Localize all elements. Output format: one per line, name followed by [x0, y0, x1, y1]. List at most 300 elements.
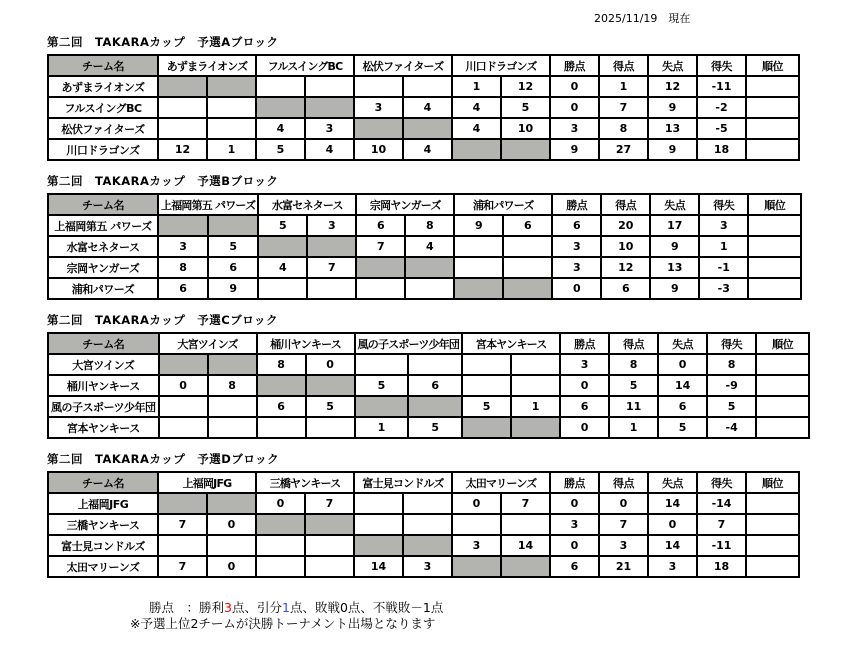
block-2: [47, 173, 810, 300]
score-for-cell: [256, 535, 305, 556]
goals-for-cell: 6: [601, 278, 650, 299]
score-against-cell: [403, 514, 452, 535]
team-name-cell: 太田マリーンズ: [48, 556, 158, 577]
score-for-cell: 3: [158, 236, 208, 257]
rank-cell: [756, 354, 809, 375]
rank-cell: [748, 215, 801, 236]
score-for-cell: 5: [462, 396, 511, 417]
score-for-cell: [462, 375, 511, 396]
goal-diff-cell: -2: [697, 97, 746, 118]
team-name-cell: 桶川ヤンキース: [48, 375, 159, 396]
score-against-cell: 8: [208, 375, 257, 396]
goals-for-cell: 7: [599, 514, 648, 535]
score-against-cell: [207, 535, 256, 556]
goals-for-cell: 12: [601, 257, 650, 278]
points-cell: 3: [560, 354, 609, 375]
score-for-cell: [452, 514, 501, 535]
points-cell: 0: [550, 493, 599, 514]
score-against-cell: 6: [408, 375, 462, 396]
goal-diff-cell: 1: [699, 236, 748, 257]
score-for-cell: [356, 278, 405, 299]
score-against-cell: 0: [306, 354, 355, 375]
score-against-cell: 4: [403, 139, 452, 160]
points-cell: 0: [550, 97, 599, 118]
score-for-cell: [159, 354, 208, 375]
column-header-goal-diff: 得失: [697, 55, 746, 76]
goal-diff-cell: 18: [697, 556, 746, 577]
score-for-cell: [452, 556, 501, 577]
goal-diff-cell: -5: [697, 118, 746, 139]
score-for-cell: [158, 493, 207, 514]
score-against-cell: 7: [305, 493, 354, 514]
column-header-opponent: 桶川ヤンキース: [257, 333, 355, 354]
score-against-cell: 8: [405, 215, 454, 236]
points-cell: 3: [550, 514, 599, 535]
score-against-cell: 6: [503, 215, 552, 236]
goals-for-cell: 0: [599, 493, 648, 514]
points-cell: 6: [552, 215, 601, 236]
goals-against-cell: 17: [650, 215, 699, 236]
team-name-cell: 水富セネタース: [48, 236, 158, 257]
score-for-cell: [159, 417, 208, 438]
team-name-cell: 浦和パワーズ: [48, 278, 158, 299]
team-row: [48, 278, 801, 299]
team-name-cell: 上福岡JFG: [48, 493, 158, 514]
qualification-note: ※予選上位2チームが決勝トーナメント出場となります: [130, 616, 436, 631]
column-header-team: チーム名: [48, 55, 158, 76]
goals-for-cell: 21: [599, 556, 648, 577]
team-name-cell: 宮本ヤンキース: [48, 417, 159, 438]
score-for-cell: 8: [158, 257, 208, 278]
team-row: [48, 139, 799, 160]
goals-against-cell: 9: [650, 236, 699, 257]
score-for-cell: [354, 76, 403, 97]
team-row: [48, 375, 809, 396]
score-for-cell: [158, 97, 207, 118]
score-against-cell: [208, 396, 257, 417]
score-against-cell: [207, 493, 256, 514]
team-row: [48, 97, 799, 118]
score-against-cell: 5: [501, 97, 550, 118]
score-against-cell: [501, 514, 550, 535]
team-row: [48, 396, 809, 417]
goal-diff-cell: 7: [697, 514, 746, 535]
score-against-cell: [405, 278, 454, 299]
column-header-opponent: 上福岡第五 パワーズ: [158, 194, 258, 215]
score-for-cell: [257, 375, 306, 396]
column-header-rank: 順位: [746, 472, 799, 493]
column-header-points: 勝点: [552, 194, 601, 215]
goals-against-cell: 13: [648, 118, 697, 139]
score-for-cell: 7: [158, 514, 207, 535]
score-against-cell: [403, 118, 452, 139]
team-name-cell: 川口ドラゴンズ: [48, 139, 158, 160]
score-for-cell: 1: [452, 76, 501, 97]
points-cell: 3: [552, 236, 601, 257]
score-against-cell: [207, 118, 256, 139]
legend: [130, 600, 810, 632]
team-row: [48, 417, 809, 438]
score-against-cell: 4: [305, 139, 354, 160]
score-against-cell: 9: [208, 278, 258, 299]
column-header-goals-for: 得点: [601, 194, 650, 215]
score-against-cell: [403, 493, 452, 514]
score-for-cell: [354, 493, 403, 514]
team-row: [48, 556, 799, 577]
goals-against-cell: 14: [648, 535, 697, 556]
team-row: [48, 118, 799, 139]
score-against-cell: 5: [306, 396, 355, 417]
score-for-cell: [354, 535, 403, 556]
column-header-team: チーム名: [48, 472, 158, 493]
goals-for-cell: 3: [599, 535, 648, 556]
score-against-cell: [408, 396, 462, 417]
score-against-cell: [408, 354, 462, 375]
block-title: 第二回 TAKARAカップ 予選Dブロック: [47, 452, 280, 466]
goals-against-cell: 0: [648, 514, 697, 535]
goals-for-cell: 8: [609, 354, 658, 375]
score-against-cell: [305, 556, 354, 577]
header-row: [48, 472, 799, 493]
score-against-cell: 12: [501, 76, 550, 97]
score-against-cell: 4: [403, 97, 452, 118]
team-row: [48, 493, 799, 514]
team-row: [48, 257, 801, 278]
score-for-cell: [256, 76, 305, 97]
column-header-opponent: 三橋ヤンキース: [256, 472, 354, 493]
score-against-cell: [503, 257, 552, 278]
team-row: [48, 354, 809, 375]
goal-diff-cell: 3: [699, 215, 748, 236]
score-for-cell: [454, 257, 503, 278]
goal-diff-cell: -11: [697, 535, 746, 556]
score-against-cell: [501, 139, 550, 160]
team-name-cell: フルスイングBC: [48, 97, 158, 118]
column-header-goals-against: 失点: [648, 55, 697, 76]
goals-against-cell: 6: [658, 396, 707, 417]
score-for-cell: 12: [158, 139, 207, 160]
team-name-cell: 上福岡第五 パワーズ: [48, 215, 158, 236]
rank-cell: [746, 535, 799, 556]
blocks-container: [47, 34, 810, 632]
goals-against-cell: 0: [658, 354, 707, 375]
score-against-cell: 7: [307, 257, 356, 278]
score-against-cell: 5: [208, 236, 258, 257]
column-header-points: 勝点: [550, 472, 599, 493]
score-against-cell: [307, 236, 356, 257]
goals-against-cell: 5: [658, 417, 707, 438]
rank-cell: [746, 556, 799, 577]
team-name-cell: 大宮ツインズ: [48, 354, 159, 375]
column-header-goal-diff: 得失: [707, 333, 756, 354]
goals-for-cell: 20: [601, 215, 650, 236]
standings-table: [47, 332, 810, 439]
column-header-rank: 順位: [746, 55, 799, 76]
goal-diff-cell: -1: [699, 257, 748, 278]
rank-cell: [756, 375, 809, 396]
score-for-cell: [256, 514, 305, 535]
points-cell: 0: [550, 535, 599, 556]
column-header-points: 勝点: [560, 333, 609, 354]
points-cell: 0: [560, 375, 609, 396]
score-against-cell: [306, 375, 355, 396]
goal-diff-cell: -11: [697, 76, 746, 97]
score-for-cell: 9: [454, 215, 503, 236]
goals-for-cell: 7: [599, 97, 648, 118]
score-against-cell: 1: [511, 396, 560, 417]
score-against-cell: [403, 76, 452, 97]
goal-diff-cell: -9: [707, 375, 756, 396]
rank-cell: [756, 417, 809, 438]
score-against-cell: [305, 97, 354, 118]
rank-cell: [746, 97, 799, 118]
score-against-cell: 3: [305, 118, 354, 139]
score-for-cell: 7: [158, 556, 207, 577]
standings-table: [47, 471, 800, 578]
points-cell: 3: [550, 118, 599, 139]
column-header-goals-against: 失点: [658, 333, 707, 354]
score-against-cell: [511, 417, 560, 438]
score-against-cell: [208, 417, 257, 438]
block-title: 第二回 TAKARAカップ 予選Aブロック: [47, 35, 279, 49]
score-against-cell: 7: [501, 493, 550, 514]
column-header-rank: 順位: [748, 194, 801, 215]
score-for-cell: 5: [355, 375, 409, 396]
block-title: 第二回 TAKARAカップ 予選Cブロック: [47, 313, 279, 327]
legend-text-part: 3: [224, 600, 232, 615]
score-against-cell: [306, 417, 355, 438]
standings-table: [47, 193, 802, 300]
score-against-cell: 3: [307, 215, 356, 236]
goals-against-cell: 3: [648, 556, 697, 577]
score-for-cell: [257, 417, 306, 438]
column-header-opponent: 風の子スポーツ少年団: [355, 333, 463, 354]
goals-against-cell: 14: [658, 375, 707, 396]
score-for-cell: [158, 118, 207, 139]
rank-cell: [756, 396, 809, 417]
score-for-cell: [355, 354, 409, 375]
goal-diff-cell: -3: [699, 278, 748, 299]
column-header-opponent: 浦和パワーズ: [454, 194, 552, 215]
header-row: [48, 333, 809, 354]
rank-cell: [746, 139, 799, 160]
score-for-cell: [159, 396, 208, 417]
score-for-cell: 14: [354, 556, 403, 577]
column-header-opponent: 川口ドラゴンズ: [452, 55, 550, 76]
legend-text-part: 1: [281, 600, 290, 615]
legend-text-part: 点、引分: [231, 600, 282, 615]
score-against-cell: [403, 535, 452, 556]
goals-against-cell: 9: [650, 278, 699, 299]
team-row: [48, 236, 801, 257]
column-header-team: チーム名: [48, 194, 158, 215]
team-name-cell: 富士見コンドルズ: [48, 535, 158, 556]
column-header-goals-against: 失点: [650, 194, 699, 215]
goals-for-cell: 5: [609, 375, 658, 396]
score-for-cell: 0: [452, 493, 501, 514]
team-name-cell: 三橋ヤンキース: [48, 514, 158, 535]
column-header-rank: 順位: [756, 333, 809, 354]
column-header-opponent: 太田マリーンズ: [452, 472, 550, 493]
header-row: [48, 194, 801, 215]
score-against-cell: [305, 76, 354, 97]
goals-for-cell: 1: [609, 417, 658, 438]
score-against-cell: [501, 556, 550, 577]
score-against-cell: [305, 535, 354, 556]
score-for-cell: 6: [257, 396, 306, 417]
score-for-cell: [356, 257, 405, 278]
score-for-cell: 0: [159, 375, 208, 396]
score-against-cell: [208, 215, 258, 236]
score-against-cell: 0: [207, 556, 256, 577]
score-against-cell: [405, 257, 454, 278]
score-against-cell: [307, 278, 356, 299]
score-for-cell: 6: [158, 278, 208, 299]
score-for-cell: [452, 139, 501, 160]
legend-text-part: 点、敗戦0点、不戦敗－1点: [289, 600, 444, 615]
score-for-cell: 5: [256, 139, 305, 160]
team-row: [48, 215, 801, 236]
score-for-cell: 4: [452, 118, 501, 139]
score-for-cell: 3: [452, 535, 501, 556]
block-title: 第二回 TAKARAカップ 予選Bブロック: [47, 174, 279, 188]
points-cell: 0: [560, 417, 609, 438]
points-cell: 9: [550, 139, 599, 160]
score-against-cell: [511, 354, 560, 375]
score-for-cell: 10: [354, 139, 403, 160]
rank-cell: [746, 76, 799, 97]
score-against-cell: 0: [207, 514, 256, 535]
score-for-cell: [354, 118, 403, 139]
goals-for-cell: 11: [609, 396, 658, 417]
score-against-cell: [208, 354, 257, 375]
score-for-cell: 0: [256, 493, 305, 514]
points-cell: 3: [552, 257, 601, 278]
team-name-cell: 風の子スポーツ少年団: [48, 396, 159, 417]
goals-against-cell: 9: [648, 139, 697, 160]
team-row: [48, 514, 799, 535]
goal-diff-cell: -14: [697, 493, 746, 514]
column-header-goals-against: 失点: [648, 472, 697, 493]
score-for-cell: [258, 278, 307, 299]
goals-for-cell: 1: [599, 76, 648, 97]
column-header-goal-diff: 得失: [699, 194, 748, 215]
score-against-cell: [503, 236, 552, 257]
score-for-cell: 1: [355, 417, 409, 438]
score-for-cell: 7: [356, 236, 405, 257]
goals-for-cell: 27: [599, 139, 648, 160]
goals-against-cell: 14: [648, 493, 697, 514]
score-against-cell: [207, 97, 256, 118]
score-against-cell: 6: [208, 257, 258, 278]
points-rule-legend: [130, 600, 810, 616]
as-of-date-label: 2025/11/19 現在: [594, 12, 691, 25]
score-for-cell: 4: [452, 97, 501, 118]
score-for-cell: [355, 396, 409, 417]
column-header-team: チーム名: [48, 333, 159, 354]
column-header-opponent: 松伏ファイターズ: [354, 55, 452, 76]
points-cell: 6: [550, 556, 599, 577]
score-for-cell: [462, 417, 511, 438]
score-for-cell: [158, 76, 207, 97]
column-header-opponent: 水富セネタース: [258, 194, 356, 215]
score-for-cell: [454, 236, 503, 257]
goals-against-cell: 9: [648, 97, 697, 118]
score-for-cell: [354, 514, 403, 535]
column-header-opponent: 大宮ツインズ: [159, 333, 257, 354]
rank-cell: [746, 493, 799, 514]
score-for-cell: 6: [356, 215, 405, 236]
score-for-cell: [454, 278, 503, 299]
score-against-cell: 1: [207, 139, 256, 160]
score-against-cell: 3: [403, 556, 452, 577]
block-4: [47, 451, 810, 578]
goals-for-cell: 8: [599, 118, 648, 139]
score-for-cell: 8: [257, 354, 306, 375]
column-header-opponent: 宗岡ヤンガーズ: [356, 194, 454, 215]
column-header-goals-for: 得点: [609, 333, 658, 354]
score-against-cell: [207, 76, 256, 97]
score-against-cell: 10: [501, 118, 550, 139]
column-header-goals-for: 得点: [599, 472, 648, 493]
team-row: [48, 76, 799, 97]
score-against-cell: [305, 514, 354, 535]
column-header-goals-for: 得点: [599, 55, 648, 76]
column-header-points: 勝点: [550, 55, 599, 76]
team-name-cell: あずまライオンズ: [48, 76, 158, 97]
team-name-cell: 宗岡ヤンガーズ: [48, 257, 158, 278]
column-header-goal-diff: 得失: [697, 472, 746, 493]
team-name-cell: 松伏ファイターズ: [48, 118, 158, 139]
goals-against-cell: 12: [648, 76, 697, 97]
score-for-cell: [256, 97, 305, 118]
rank-cell: [748, 257, 801, 278]
score-against-cell: [511, 375, 560, 396]
block-1: [47, 34, 810, 161]
score-against-cell: 4: [405, 236, 454, 257]
goal-diff-cell: 8: [707, 354, 756, 375]
rank-cell: [748, 278, 801, 299]
legend-text-part: 勝点 ：勝利: [149, 600, 225, 615]
score-for-cell: [258, 236, 307, 257]
header-row: [48, 55, 799, 76]
score-for-cell: [462, 354, 511, 375]
column-header-opponent: 上福岡JFG: [158, 472, 256, 493]
points-cell: 6: [560, 396, 609, 417]
rank-cell: [748, 236, 801, 257]
block-3: [47, 312, 810, 439]
rank-cell: [746, 514, 799, 535]
score-for-cell: [256, 556, 305, 577]
points-cell: 0: [550, 76, 599, 97]
goal-diff-cell: -4: [707, 417, 756, 438]
points-cell: 0: [552, 278, 601, 299]
column-header-opponent: 宮本ヤンキース: [462, 333, 560, 354]
score-for-cell: [158, 535, 207, 556]
team-row: [48, 535, 799, 556]
score-for-cell: 3: [354, 97, 403, 118]
goals-against-cell: 13: [650, 257, 699, 278]
score-for-cell: 5: [258, 215, 307, 236]
score-for-cell: 4: [256, 118, 305, 139]
column-header-opponent: フルスイングBC: [256, 55, 354, 76]
rank-cell: [746, 118, 799, 139]
goal-diff-cell: 18: [697, 139, 746, 160]
score-for-cell: 4: [258, 257, 307, 278]
column-header-opponent: 富士見コンドルズ: [354, 472, 452, 493]
standings-table: [47, 54, 800, 161]
column-header-opponent: あずまライオンズ: [158, 55, 256, 76]
